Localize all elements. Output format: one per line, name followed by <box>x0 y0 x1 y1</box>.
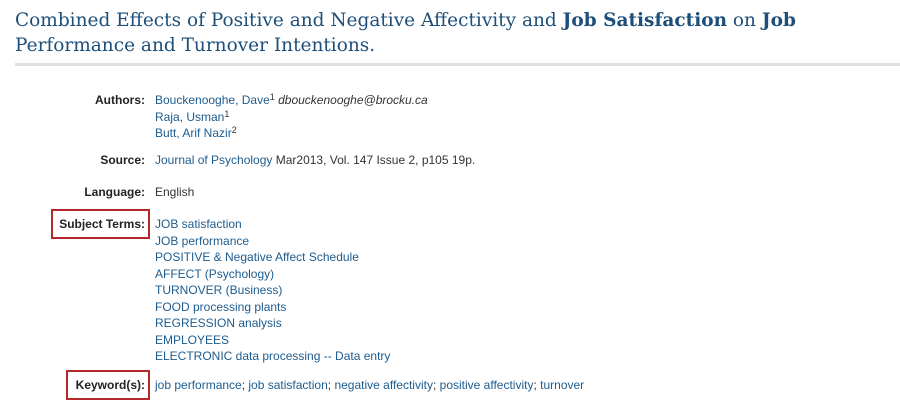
subject-term-link[interactable]: FOOD processing plants <box>155 299 287 314</box>
subject-terms-highlight-box <box>51 209 150 239</box>
language-label: Language: <box>84 185 145 199</box>
subject-terms-list <box>155 216 390 365</box>
subject-term-link[interactable]: REGRESSION analysis <box>155 316 282 330</box>
subject-term-link[interactable]: JOB performance <box>155 233 250 248</box>
keyword-separator: ; <box>327 378 335 392</box>
keyword-link[interactable]: job performance <box>155 378 242 392</box>
subject-term-link[interactable]: JOB satisfaction <box>155 217 242 231</box>
keyword-link[interactable]: job satisfaction <box>248 378 328 392</box>
keywords-highlight-box <box>66 370 150 400</box>
keyword-separator: ; <box>241 378 249 392</box>
keyword-link[interactable]: negative affectivity <box>334 378 433 392</box>
subject-term-link[interactable]: POSITIVE & Negative Affect Schedule <box>155 250 359 264</box>
source-label: Source: <box>100 153 145 167</box>
author-affiliation-number: 1 <box>224 108 230 119</box>
title-segment: Job Satisfaction <box>562 10 728 31</box>
title-segment: Performance and Turnover Intentions. <box>15 35 376 56</box>
keyword-separator: ; <box>533 378 541 392</box>
author-email: dbouckenooghe@brocku.ca <box>274 93 428 107</box>
author-affiliation-number: 2 <box>231 125 237 135</box>
title-segment: Combined Effects of Positive and Negative Affectivity and <box>15 10 563 31</box>
source-details: Mar2013, Vol. 147 Issue 2, p105 19p. <box>272 153 476 167</box>
title-segment: Job <box>761 10 796 31</box>
subject-term-link[interactable]: TURNOVER (Business) <box>155 283 283 297</box>
keyword-link[interactable]: positive affectivity <box>439 378 534 392</box>
keyword-separator: ; <box>432 378 440 392</box>
author-item <box>155 125 428 142</box>
subject-term-link[interactable]: AFFECT (Psychology) <box>155 266 275 281</box>
author-link[interactable]: Raja, Usman <box>155 109 225 124</box>
author-item <box>155 109 428 126</box>
language-value: English <box>155 185 195 199</box>
keyword-link[interactable]: turnover <box>540 378 585 392</box>
subject-term-link[interactable]: ELECTRONIC data processing -- Data entry <box>155 349 391 363</box>
article-title <box>15 8 895 58</box>
title-segment: on <box>727 10 762 31</box>
keywords-label: Keyword(s): <box>75 378 145 392</box>
authors-list <box>155 92 428 142</box>
journal-link[interactable]: Journal of Psychology <box>155 153 273 167</box>
author-link[interactable]: Butt, Arif Nazir <box>155 126 232 140</box>
subject-term-link[interactable]: EMPLOYEES <box>155 332 230 347</box>
author-affiliation-number: 1 <box>269 92 275 102</box>
source-value <box>155 152 475 169</box>
author-link[interactable]: Bouckenooghe, Dave <box>155 93 270 107</box>
authors-label: Authors: <box>95 93 145 107</box>
keywords-list <box>155 377 584 394</box>
author-item <box>155 92 428 109</box>
title-divider <box>15 63 900 66</box>
subject-terms-label: Subject Terms: <box>59 217 145 231</box>
